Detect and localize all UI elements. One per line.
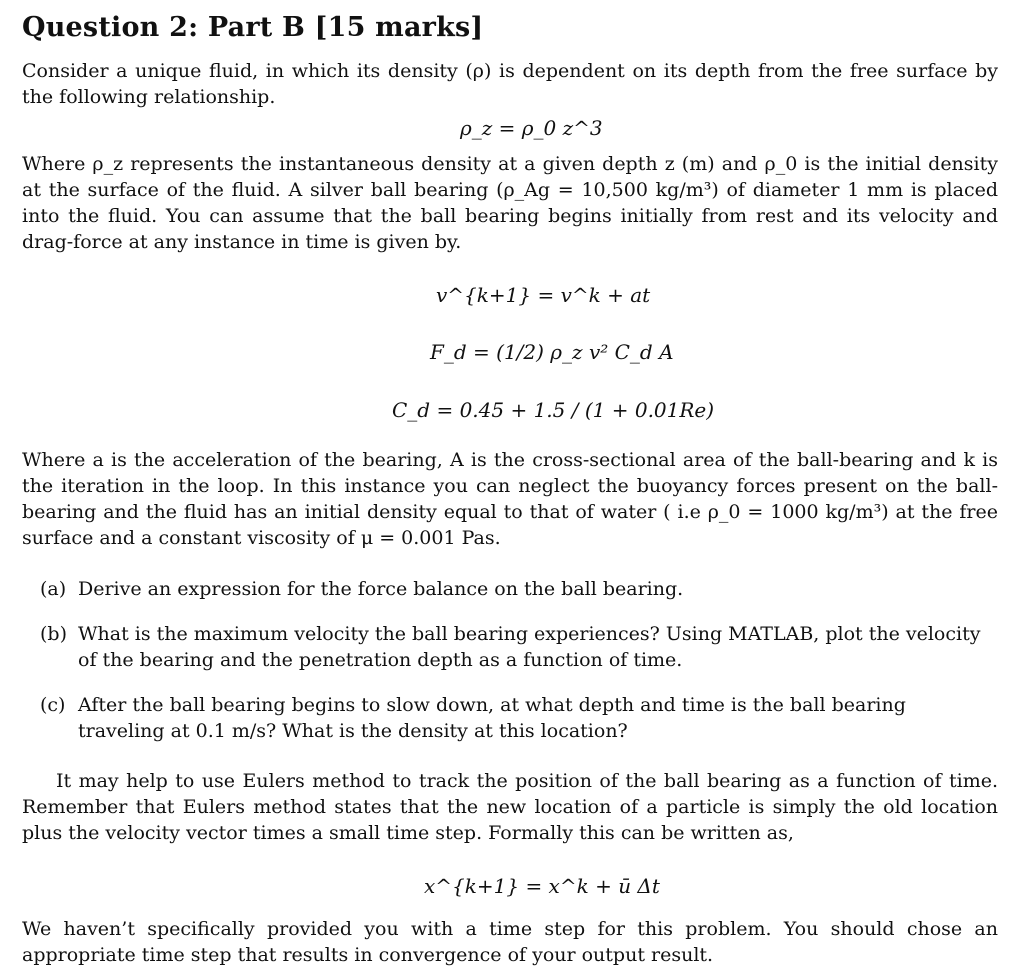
question-item-b	[40, 621, 996, 673]
intro-paragraph: Consider a unique fluid, in which its density (ρ) is dependent on its depth from the free surface by the following relationship.	[22, 60, 998, 108]
item-label: (a)	[40, 578, 67, 600]
item-label: (b)	[40, 623, 67, 645]
drag-force-equation: F_d = (1/2) ρ_z v² C_d A	[430, 340, 674, 364]
time-step-paragraph: We haven’t specifically provided you with a time step for this problem. You should chose an appropriate time step that results in convergence of your output result.	[22, 918, 998, 966]
drag-coefficient-equation: C_d = 0.45 + 1.5 / (1 + 0.01Re)	[392, 398, 715, 422]
item-label: (c)	[40, 694, 66, 716]
density-equation	[460, 116, 603, 140]
density-equation-text: ρ_z = ρ_0 z^3	[460, 116, 603, 140]
question-title: Question 2: Part B [15 marks]	[22, 12, 484, 43]
item-text: Derive an expression for the force balance on the ball bearing.	[78, 578, 684, 600]
euler-paragraph: It may help to use Eulers method to track the position of the ball bearing as a function of time. Remember that Eulers method states that the new location of a particle is simply the old location plus the velocity vector times a small time step. Formally this can be written as,	[22, 770, 998, 844]
question-item-a	[40, 576, 996, 602]
item-text: After the ball bearing begins to slow down, at what depth and time is the ball bearing traveling at 0.1 m/s? What is the density at this location?	[78, 694, 906, 742]
velocity-equation: v^{k+1} = v^k + at	[436, 283, 651, 307]
assumptions-paragraph: Where a is the acceleration of the bearing, A is the cross-sectional area of the ball-bearing and k is the iteration in the loop. In this instance you can neglect the buoyancy forces present on the ball-bearing and the fluid has an initial density equal to that of water ( i.e ρ_0 = 1000 kg/m³) at the free surface and a constant viscosity of μ = 0.001 Pas.	[22, 449, 998, 549]
euler-equation: x^{k+1} = x^k + ū Δt	[424, 874, 660, 898]
description-paragraph: Where ρ_z represents the instantaneous density at a given depth z (m) and ρ_0 is the initial density at the surface of the fluid. A silver ball bearing (ρ_Ag = 10,500 kg/m³) of diameter 1 mm is placed into the fluid. You can assume that the ball bearing begins initially from rest and its velocity and drag-force at any instance in time is given by.	[22, 153, 998, 253]
item-text: What is the maximum velocity the ball bearing experiences? Using MATLAB, plot the velocity of the bearing and the penetration depth as a function of time.	[78, 623, 981, 671]
question-item-c	[40, 692, 996, 744]
